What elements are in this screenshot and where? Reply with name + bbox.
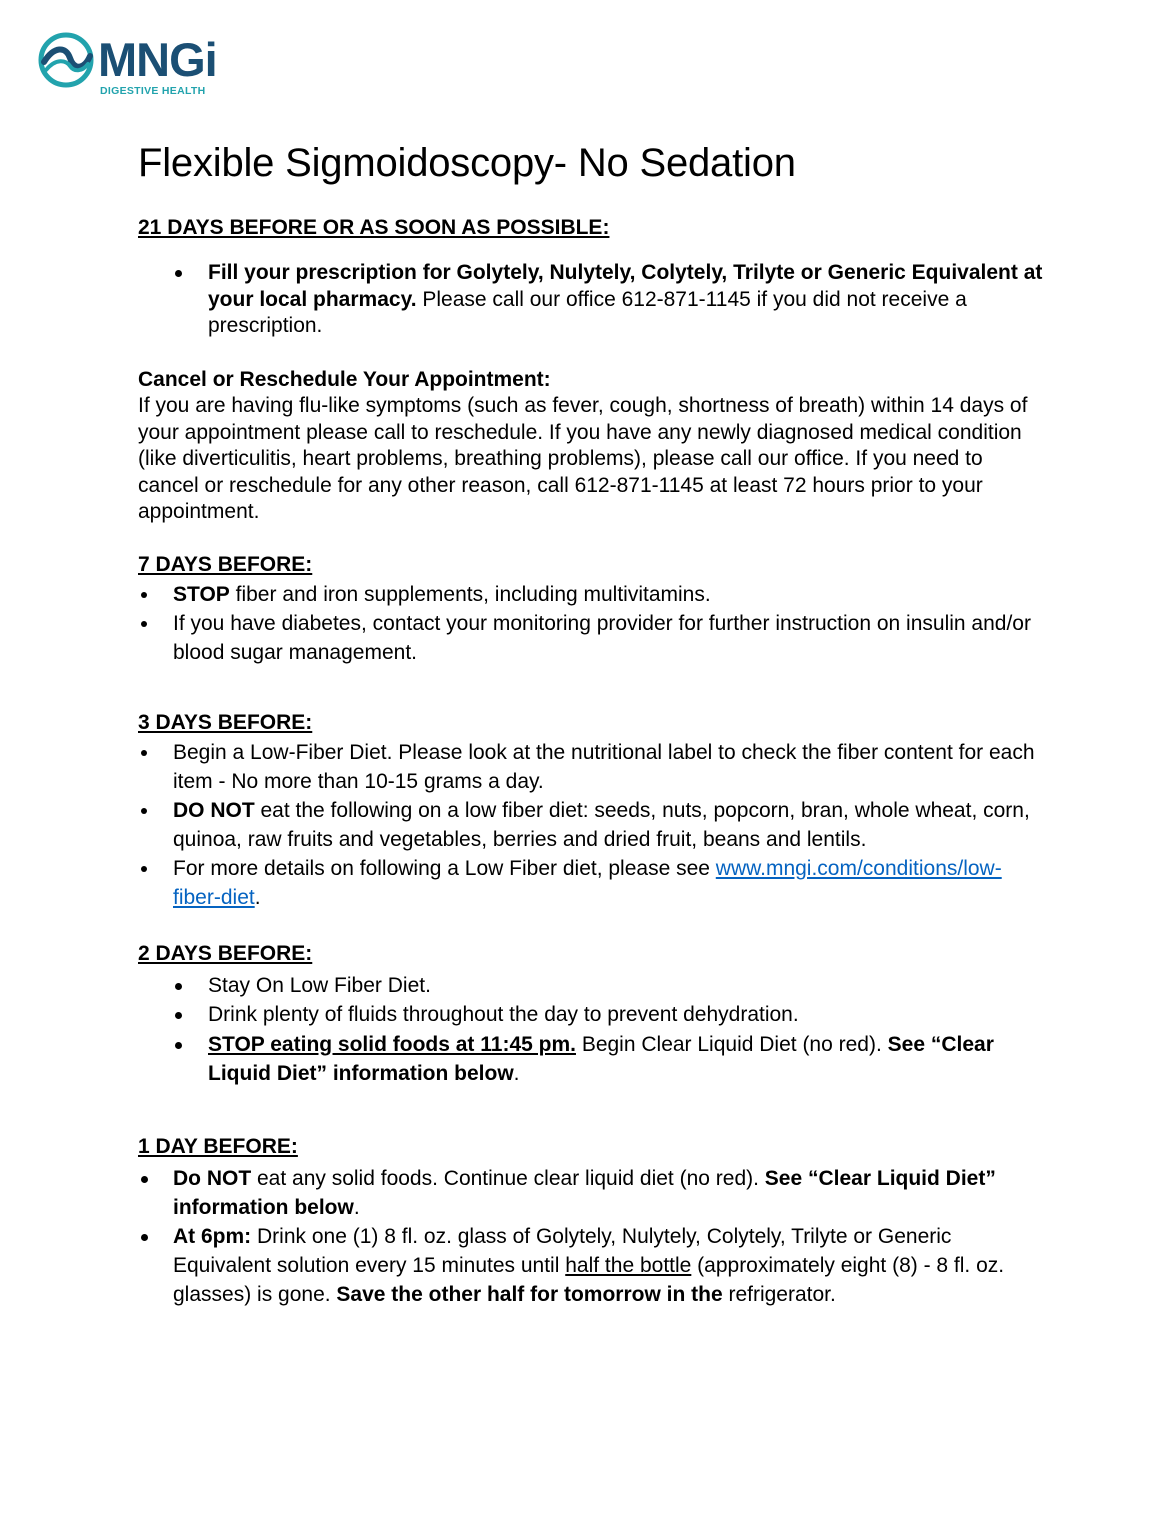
mngi-logo-icon	[38, 32, 94, 88]
list-item: STOP eating solid foods at 11:45 pm. Begin Clear Liquid Diet (no red). See “Clear Liquid Diet” information below.	[138, 1030, 1043, 1089]
bullet-icon	[141, 1234, 148, 1241]
list-item: If you have diabetes, contact your monitoring provider for further instruction on insulin and/or blood sugar management.	[138, 609, 1043, 667]
bullet-icon	[141, 808, 147, 814]
section-heading: 1 DAY BEFORE:	[138, 1134, 298, 1158]
section-21-days	[138, 214, 1043, 340]
logo-wordmark: MNGi	[98, 33, 217, 86]
mngi-logo	[38, 32, 248, 98]
section-heading: 21 DAYS BEFORE OR AS SOON AS POSSIBLE:	[138, 216, 610, 239]
bullet-icon	[141, 1176, 148, 1183]
section-heading: 2 DAYS BEFORE:	[138, 941, 313, 965]
cancel-body: If you are having flu-like symptoms (such as fever, cough, shortness of breath) within 14 days of your appointment please call to reschedule. If you have any newly diagnosed medical condition (like diverticulitis, heart problems, breathing problems), please call our office. If you need to cancel or reschedule for any other reason, call 612-871-1145 at least 72 hours prior to your appointment.	[138, 394, 1028, 523]
bullet-icon	[141, 621, 147, 627]
bullet-icon	[175, 1042, 182, 1049]
bullet-icon	[141, 750, 147, 756]
list-item: Fill your prescription for Golytely, Nulytely, Colytely, Trilyte or Generic Equivalent at your local pharmacy. Please call our office 612-871-1145 if you did not receive a prescription.	[138, 260, 1043, 340]
list-item: Stay On Low Fiber Diet.	[138, 971, 1043, 1001]
list-item: For more details on following a Low Fiber diet, please see www.mngi.com/conditions/low-fiber-diet.	[138, 854, 1043, 912]
list-item: DO NOT eat the following on a low fiber diet: seeds, nuts, popcorn, bran, whole wheat, corn, quinoa, raw fruits and vegetables, berries and dried fruit, beans and lentils.	[138, 796, 1043, 854]
bullet-icon	[175, 1012, 182, 1019]
low-fiber-diet-link[interactable]: www.mngi.com/conditions/low-fiber-diet	[173, 856, 1002, 909]
section-3-days	[138, 709, 1043, 912]
section-7-days	[138, 551, 1043, 667]
section-cancel	[138, 367, 1043, 526]
list-item: At 6pm: Drink one (1) 8 fl. oz. glass of Golytely, Nulytely, Colytely, Trilyte or Generic Equivalent solution every 15 minutes until half the bottle (approximately eight (8) - 8 fl. oz. glasses) is gone. Save the other half for tomorrow in the refrigerator.	[138, 1222, 1043, 1309]
bullet-icon	[175, 983, 182, 990]
section-2-days	[138, 940, 1043, 1089]
section-heading: 3 DAYS BEFORE:	[138, 710, 313, 734]
bullet-icon	[141, 866, 147, 872]
section-heading: 7 DAYS BEFORE:	[138, 552, 313, 576]
list-item: Begin a Low-Fiber Diet. Please look at the nutritional label to check the fiber content for each item - No more than 10-15 grams a day.	[138, 738, 1043, 796]
bullet-icon	[141, 592, 147, 598]
list-item: Drink plenty of fluids throughout the day to prevent dehydration.	[138, 1000, 1043, 1030]
page-title: Flexible Sigmoidoscopy- No Sedation	[138, 141, 796, 185]
section-1-day	[138, 1133, 1043, 1309]
section-heading: Cancel or Reschedule Your Appointment:	[138, 367, 551, 391]
logo-subtitle: DIGESTIVE HEALTH	[100, 85, 206, 97]
list-item: STOP fiber and iron supplements, including multivitamins.	[138, 580, 1043, 609]
list-item: Do NOT eat any solid foods. Continue clear liquid diet (no red). See “Clear Liquid Diet” information below.	[138, 1164, 1043, 1222]
document-body	[138, 137, 1043, 1309]
bullet-icon	[175, 270, 182, 277]
